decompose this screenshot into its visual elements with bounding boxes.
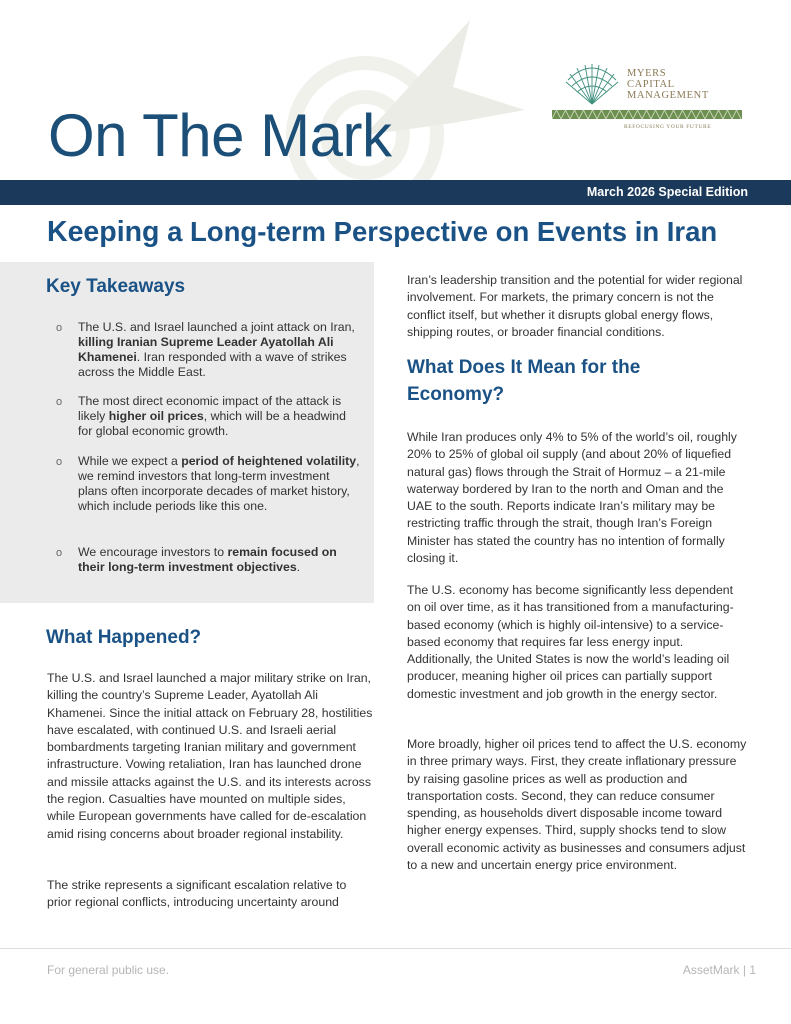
edition-banner: [0, 180, 791, 205]
bullet-icon: o: [56, 456, 63, 468]
takeaway-item: We encourage investors to remain focused on their long-term investment objectives.: [78, 545, 337, 574]
bullet-icon: o: [56, 547, 63, 559]
continued-paragraph: Iran’s leadership transition and the potential for wider regional involvement. For markets, the primary concern is not the conflict itself, but whether it disrupts global energy flows, shipping routes, or broader financial conditions.: [407, 273, 743, 339]
logo-tagline: REFOCUSING YOUR FUTURE: [624, 124, 712, 130]
what-happened-paragraph-2: The strike represents a significant escalation relative to prior regional conflicts, introducing uncertainty around: [47, 878, 347, 910]
takeaway-item: The U.S. and Israel launched a joint attack on Iran, killing Iranian Supreme Leader Ayatollah Ali Khamenei. Iran responded with a wave of strikes across the Middle East.: [78, 320, 355, 379]
takeaway-item: While we expect a period of heightened volatility, we remind investors that long-term investment plans often incorporate decades of market history, which include periods like this one.: [78, 454, 360, 513]
bullet-icon: o: [56, 322, 63, 334]
logo-pattern-band: [552, 110, 742, 119]
economy-paragraph-1: While Iran produces only 4% to 5% of the world’s oil, roughly 20% to 25% of global oil supply (and about 20% of liquefied natural gas) flows through the Strait of Hormuz – a 21-mile waterway bordered by Iran to the north and Oman and the UAE to the south. Reports indicate Iran’s military may be restricting traffic through the strait, though Iran’s Foreign Minister has stated the country has no intention of formally closing it.: [407, 430, 737, 566]
bullet-icon: o: [56, 396, 63, 408]
company-logo: [552, 60, 742, 140]
footer-page-number: AssetMark | 1: [682, 963, 756, 977]
economy-section-title: What Does It Mean for the Economy?: [407, 357, 641, 405]
takeaway-item: The most direct economic impact of the attack is likely higher oil prices, which will be a headwind for global economic growth.: [78, 394, 346, 438]
logo-wordmark: MYERS CAPITAL MANAGEMENT: [627, 68, 709, 101]
key-takeaways-title: Key Takeaways: [46, 276, 186, 297]
edition-label: March 2026 Special Edition: [586, 185, 748, 199]
what-happened-paragraph-1: The U.S. and Israel launched a major military strike on Iran, killing the country’s Supreme Leader, Ayatollah Ali Khamenei. Since the initial attack on February 28, hostilities have escalated, with continued U.S. and Israeli aerial bombardments targeting Iranian military and government infrastructure. Vowing retaliation, Iran has launched drone and missile attacks against the U.S. and its interests across the region. Casualties have mounted on multiple sides, while European governments have called for de-escalation amid rising concerns about broader regional instability.: [47, 671, 373, 841]
what-happened-title: What Happened?: [46, 627, 202, 648]
economy-paragraph-3: More broadly, higher oil prices tend to affect the U.S. economy in three primary ways. First, they create inflationary pressure by raising gasoline prices as well as production and transportation costs. Second, they can reduce consumer spending, as households divert disposable income toward higher energy expenses. Third, supply shocks tend to slow overall economic activity as businesses and consumers adjust to a new and uncertain energy price environment.: [407, 737, 747, 873]
fan-logo-icon: [562, 64, 622, 106]
masthead-title: On The Mark: [48, 102, 392, 169]
headline-rest: a Long-term Perspective on Events in Iran: [159, 216, 718, 247]
article-headline: [47, 215, 717, 249]
footer-disclaimer: For general public use.: [47, 963, 170, 977]
footer-divider: [0, 948, 791, 949]
headline-first-word: Keeping: [47, 216, 160, 248]
economy-paragraph-2: The U.S. economy has become significantly less dependent on oil over time, as it has transitioned from a manufacturing-based economy (which is highly oil-intensive) to a service-based economy that requires far less energy input. Additionally, the United States is now the world’s leading oil producer, meaning higher oil prices can partially support domestic investment and job growth in the energy sector.: [407, 583, 734, 701]
